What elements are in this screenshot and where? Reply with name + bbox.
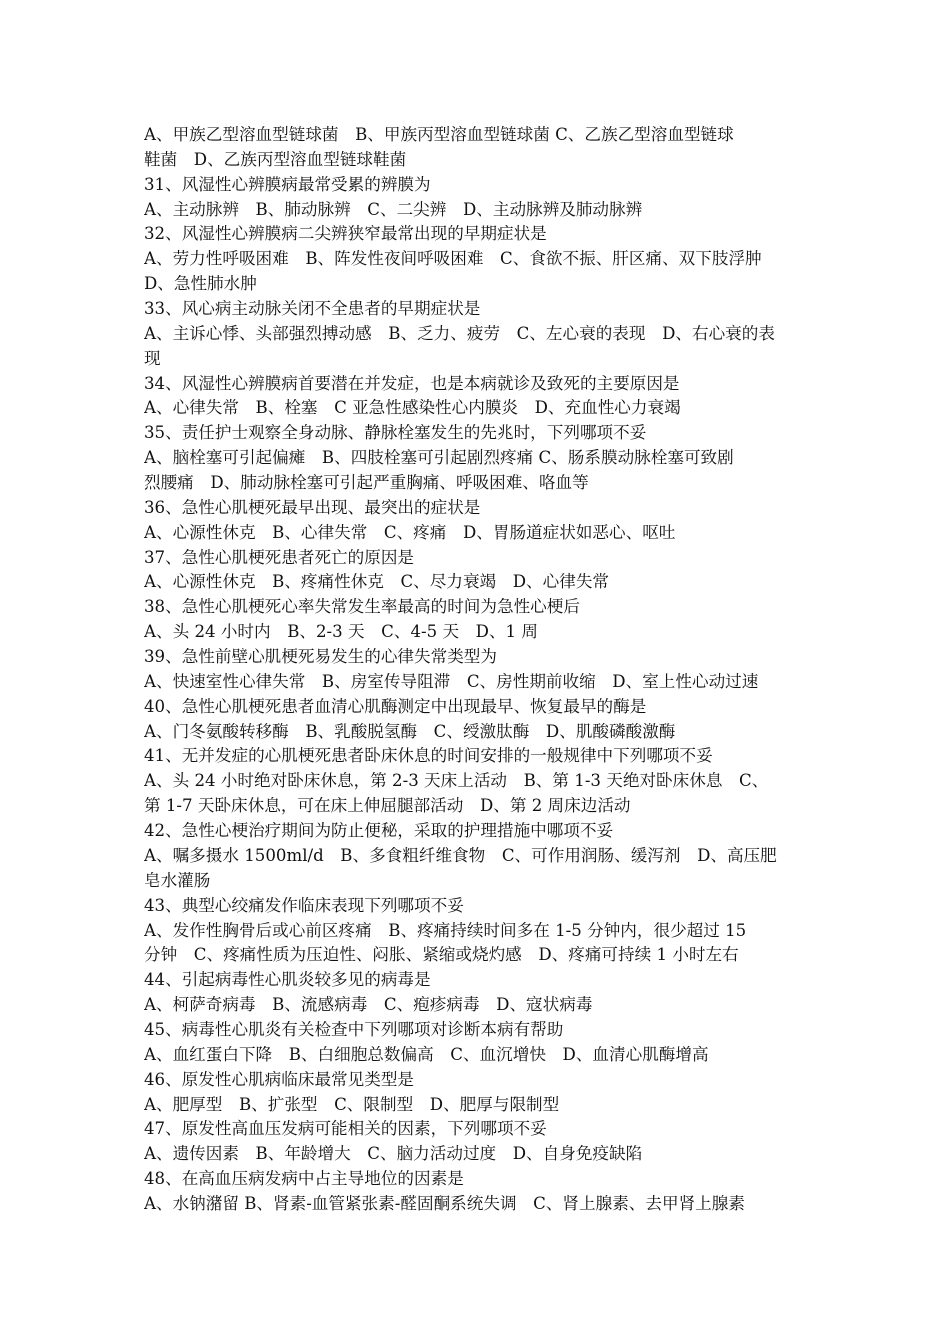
question-46-options: A、肥厚型 B、扩张型 C、限制型 D、肥厚与限制型 <box>144 1094 560 1114</box>
question-37-stem: 37、急性心肌梗死患者死亡的原因是 <box>144 547 415 567</box>
question-48-stem: 48、在高血压病发病中占主导地位的因素是 <box>144 1169 464 1189</box>
question-32-stem: 32、风湿性心辨膜病二尖辨狭窄最常出现的早期症状是 <box>144 224 547 244</box>
question-41-options: A、头 24 小时绝对卧床休息，第 2-3 天床上活动 B、第 1-3 天绝对卧床休息 C、 <box>144 771 769 791</box>
document-page <box>144 123 812 1217</box>
question-44-stem: 44、引起病毒性心肌炎较多见的病毒是 <box>144 970 431 990</box>
question-41-options-cont: 第 1-7 天卧床休息，可在床上伸屈腿部活动 D、第 2 周床边活动 <box>144 796 631 816</box>
question-36-options: A、心源性休克 B、心律失常 C、疼痛 D、胃肠道症状如恶心、呕吐 <box>144 522 676 542</box>
question-47-options: A、遗传因素 B、年龄增大 C、脑力活动过度 D、自身免疫缺陷 <box>144 1144 643 1164</box>
question-42-options: A、嘱多摄水 1500ml/d B、多食粗纤维食物 C、可作用润肠、缓泻剂 D、高压肥 <box>144 845 777 865</box>
text-line: A、甲族乙型溶血型链球菌 B、甲族丙型溶血型链球菌 C、乙族乙型溶血型链球 <box>144 125 734 144</box>
question-31-options: A、主动脉辨 B、肺动脉辨 C、二尖辨 D、主动脉辨及肺动脉辨 <box>144 199 643 219</box>
question-35-options-cont: 烈腰痛 D、肺动脉栓塞可引起严重胸痛、呼吸困难、咯血等 <box>144 473 589 493</box>
question-31-stem: 31、风湿性心辨膜病最常受累的辨膜为 <box>144 174 431 194</box>
question-39-options: A、快速室性心律失常 B、房室传导阻滞 C、房性期前收缩 D、室上性心动过速 <box>144 671 759 691</box>
question-43-options: A、发作性胸骨后或心前区疼痛 B、疼痛持续时间多在 1-5 分钟内，很少超过 15 <box>144 920 747 940</box>
question-40-stem: 40、急性心肌梗死患者血清心肌酶测定中出现最早、恢复最早的酶是 <box>144 696 647 716</box>
question-48-options: A、水钠潴留 B、肾素-血管紧张素-醛固酮系统失调 C、肾上腺素、去甲肾上腺素 <box>144 1193 745 1213</box>
question-42-options-cont: 皂水灌肠 <box>144 870 211 890</box>
question-38-stem: 38、急性心肌梗死心率失常发生率最高的时间为急性心梗后 <box>144 597 580 617</box>
question-40-options: A、门冬氨酸转移酶 B、乳酸脱氢酶 C、绶激肽酶 D、肌酸磷酸激酶 <box>144 721 676 741</box>
question-32-options-cont: D、急性肺水肿 <box>144 274 257 294</box>
question-33-options-cont: 现 <box>144 348 161 368</box>
question-39-stem: 39、急性前壁心肌梗死易发生的心律失常类型为 <box>144 647 497 667</box>
question-42-stem: 42、急性心梗治疗期间为防止便秘，采取的护理措施中哪项不妥 <box>144 821 614 841</box>
question-33-stem: 33、风心病主动脉关闭不全患者的早期症状是 <box>144 299 481 319</box>
question-43-stem: 43、典型心绞痛发作临床表现下列哪项不妥 <box>144 895 464 915</box>
question-41-stem: 41、无并发症的心肌梗死患者卧床休息的时间安排的一般规律中下列哪项不妥 <box>144 746 713 766</box>
question-43-options-cont: 分钟 C、疼痛性质为压迫性、闷胀、紧缩或烧灼感 D、疼痛可持续 1 小时左右 <box>144 945 739 965</box>
question-46-stem: 46、原发性心肌病临床最常见类型是 <box>144 1069 415 1089</box>
question-34-options: A、心律失常 B、栓塞 C 亚急性感染性心内膜炎 D、充血性心力衰竭 <box>144 398 681 418</box>
question-33-options: A、主诉心悸、头部强烈搏动感 B、乏力、疲劳 C、左心衰的表现 D、右心衰的表 <box>144 323 775 343</box>
question-35-options: A、脑栓塞可引起偏瘫 B、四肢栓塞可引起剧烈疼痛 C、肠系膜动脉栓塞可致剧 <box>144 448 734 468</box>
question-38-options: A、头 24 小时内 B、2-3 天 C、4-5 天 D、1 周 <box>144 622 538 642</box>
question-34-stem: 34、风湿性心辨膜病首要潜在并发症，也是本病就诊及致死的主要原因是 <box>144 373 680 393</box>
question-32-options: A、劳力性呼吸困难 B、阵发性夜间呼吸困难 C、食欲不振、肝区痛、双下肢浮肿 <box>144 249 762 269</box>
question-37-options: A、心源性休克 B、疼痛性休克 C、尽力衰竭 D、心律失常 <box>144 572 610 592</box>
question-36-stem: 36、急性心肌梗死最早出现、最突出的症状是 <box>144 497 481 517</box>
question-47-stem: 47、原发性高血压发病可能相关的因素，下列哪项不妥 <box>144 1119 547 1139</box>
question-44-options: A、柯萨奇病毒 B、流感病毒 C、疱疹病毒 D、寇状病毒 <box>144 995 593 1015</box>
question-45-options: A、血红蛋白下降 B、白细胞总数偏高 C、血沉增快 D、血清心肌酶增高 <box>144 1044 709 1064</box>
question-45-stem: 45、病毒性心肌炎有关检查中下列哪项对诊断本病有帮助 <box>144 1019 564 1039</box>
text-line: 鞋菌 D、乙族丙型溶血型链球鞋菌 <box>144 149 407 169</box>
question-35-stem: 35、责任护士观察全身动脉、静脉栓塞发生的先兆时，下列哪项不妥 <box>144 423 647 443</box>
